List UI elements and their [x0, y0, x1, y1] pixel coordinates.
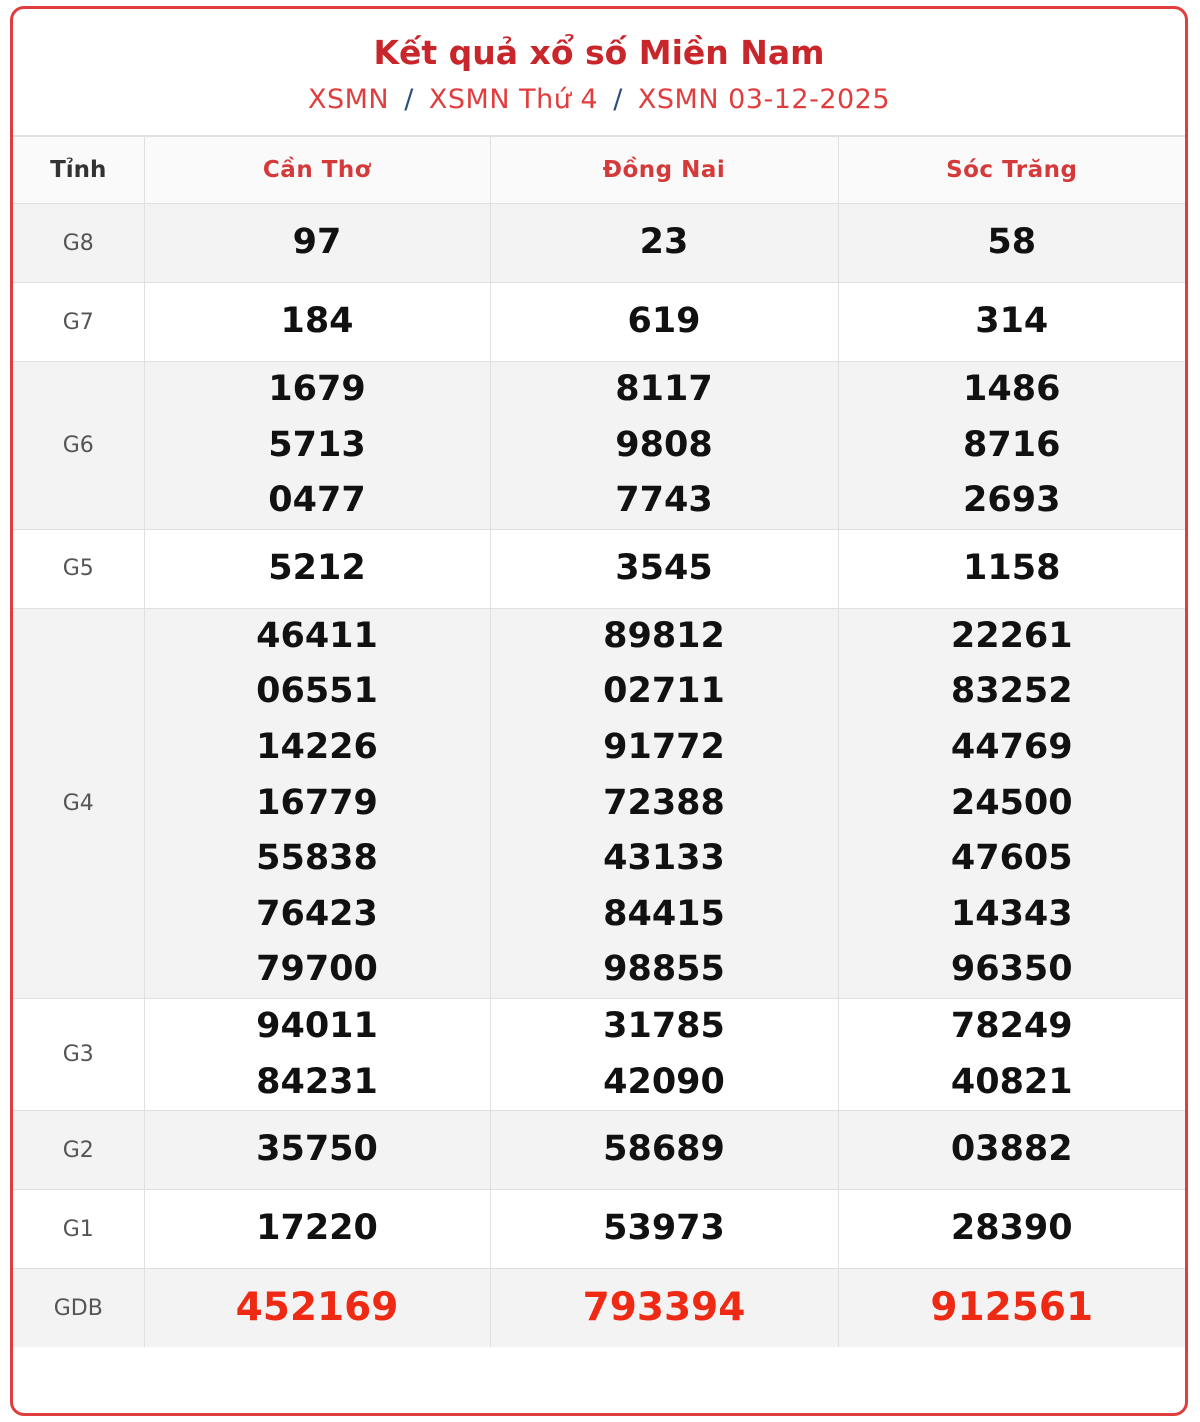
province-header-dong-nai[interactable]: Đồng Nai	[490, 137, 838, 204]
prize-number: 98855	[603, 949, 725, 990]
special-prize-number: 793394	[582, 1285, 746, 1331]
prize-number: 23	[639, 222, 689, 263]
prize-number: 7743	[615, 480, 713, 521]
prize-label: G3	[13, 998, 144, 1110]
prize-number: 72388	[603, 782, 725, 823]
prize-number: 14343	[950, 893, 1073, 934]
prize-number: 42090	[603, 1061, 725, 1102]
prize-number: 89812	[603, 615, 725, 656]
prize-cell	[490, 608, 838, 998]
prize-cell	[144, 204, 490, 283]
prize-label: G4	[13, 608, 144, 998]
prize-number: 9808	[615, 424, 713, 465]
prize-number: 314	[975, 301, 1049, 342]
prize-number: 8716	[963, 424, 1061, 465]
prize-number: 78249	[950, 1005, 1073, 1046]
prize-cell	[490, 998, 838, 1110]
table-row	[13, 283, 1185, 362]
prize-cell	[144, 283, 490, 362]
table-row	[13, 204, 1185, 283]
prize-number: 24500	[950, 782, 1073, 823]
prize-number: 1158	[963, 547, 1061, 588]
prize-number: 0477	[268, 480, 366, 521]
prize-cell	[838, 529, 1185, 608]
breadcrumb-separator: /	[404, 84, 414, 115]
prize-number: 44769	[950, 726, 1073, 767]
prize-number: 47605	[950, 838, 1073, 879]
prize-cell	[838, 1190, 1185, 1269]
table-row	[13, 362, 1185, 530]
prize-number: 3545	[615, 547, 713, 588]
prize-number: 14226	[256, 726, 378, 767]
prize-cell	[144, 1190, 490, 1269]
prize-label: G6	[13, 362, 144, 530]
prize-number: 84415	[603, 893, 725, 934]
special-prize-number: 912561	[930, 1285, 1094, 1331]
prize-number: 94011	[256, 1005, 378, 1046]
prize-number: 43133	[603, 838, 725, 879]
prize-cell	[838, 1269, 1185, 1348]
prize-number: 22261	[950, 615, 1073, 656]
page-title: Kết quả xổ số Miền Nam	[373, 33, 825, 72]
prize-number: 97	[292, 222, 342, 263]
province-header-label: Tỉnh	[13, 137, 144, 204]
prize-cell	[144, 608, 490, 998]
table-row	[13, 1190, 1185, 1269]
prize-number: 2693	[963, 480, 1061, 521]
prize-cell	[490, 283, 838, 362]
prize-number: 96350	[950, 949, 1073, 990]
prize-cell	[144, 1111, 490, 1190]
prize-cell	[838, 1111, 1185, 1190]
prize-cell	[144, 529, 490, 608]
prize-label: G1	[13, 1190, 144, 1269]
prize-cell	[490, 1269, 838, 1348]
prize-number: 02711	[603, 671, 725, 712]
prize-number: 16779	[256, 782, 378, 823]
prize-cell	[838, 204, 1185, 283]
breadcrumb-link-weekday[interactable]: XSMN Thứ 4	[428, 84, 599, 115]
prize-number: 79700	[256, 949, 378, 990]
prize-number: 53973	[603, 1208, 725, 1249]
prize-number: 83252	[950, 671, 1073, 712]
prize-number: 40821	[950, 1061, 1073, 1102]
results-card	[10, 6, 1188, 1416]
prize-cell	[490, 1190, 838, 1269]
table-row	[13, 998, 1185, 1110]
table-row	[13, 1111, 1185, 1190]
prize-number: 1679	[268, 369, 366, 409]
prize-cell	[144, 998, 490, 1110]
breadcrumb-link-xsmn[interactable]: XSMN	[307, 84, 390, 115]
prize-number: 58689	[603, 1129, 725, 1170]
prize-number: 84231	[256, 1061, 378, 1102]
prize-number: 17220	[256, 1208, 378, 1249]
prize-label: GDB	[13, 1269, 144, 1348]
prize-number: 46411	[256, 615, 378, 656]
prize-number: 28390	[950, 1208, 1073, 1249]
prize-number: 8117	[615, 369, 713, 409]
prize-number: 1486	[963, 369, 1061, 409]
prize-label: G5	[13, 529, 144, 608]
prize-number: 55838	[256, 838, 378, 879]
prize-label: G7	[13, 283, 144, 362]
breadcrumb-separator: /	[613, 84, 623, 115]
prize-number: 76423	[256, 893, 378, 934]
prize-label: G8	[13, 204, 144, 283]
prize-cell	[144, 1269, 490, 1348]
prize-cell	[838, 608, 1185, 998]
prize-number: 619	[627, 301, 701, 342]
prize-cell	[838, 283, 1185, 362]
prize-number: 5212	[268, 547, 366, 588]
prize-cell	[838, 362, 1185, 530]
province-header-soc-trang[interactable]: Sóc Trăng	[838, 137, 1185, 204]
table-row	[13, 608, 1185, 998]
prize-cell	[490, 1111, 838, 1190]
special-prize-number: 452169	[235, 1285, 399, 1331]
prize-number: 184	[280, 301, 354, 342]
prize-number: 58	[987, 222, 1037, 263]
results-body	[13, 204, 1185, 1348]
prize-number: 35750	[256, 1129, 378, 1170]
province-header-can-tho[interactable]: Cần Thơ	[144, 137, 490, 204]
results-table	[13, 136, 1185, 1347]
prize-cell	[838, 998, 1185, 1110]
prize-number: 5713	[268, 424, 366, 465]
breadcrumb	[13, 83, 1185, 117]
prize-cell	[490, 529, 838, 608]
prize-cell	[490, 362, 838, 530]
prize-cell	[144, 362, 490, 530]
prize-label: G2	[13, 1111, 144, 1190]
prize-cell	[490, 204, 838, 283]
prize-number: 03882	[950, 1129, 1073, 1170]
table-row	[13, 1269, 1185, 1348]
prize-number: 91772	[603, 726, 725, 767]
prize-number: 31785	[603, 1005, 725, 1046]
results-header	[13, 9, 1185, 136]
breadcrumb-link-date[interactable]: XSMN 03-12-2025	[637, 84, 891, 115]
table-header-row	[13, 137, 1185, 204]
table-row	[13, 529, 1185, 608]
prize-number: 06551	[256, 671, 378, 712]
